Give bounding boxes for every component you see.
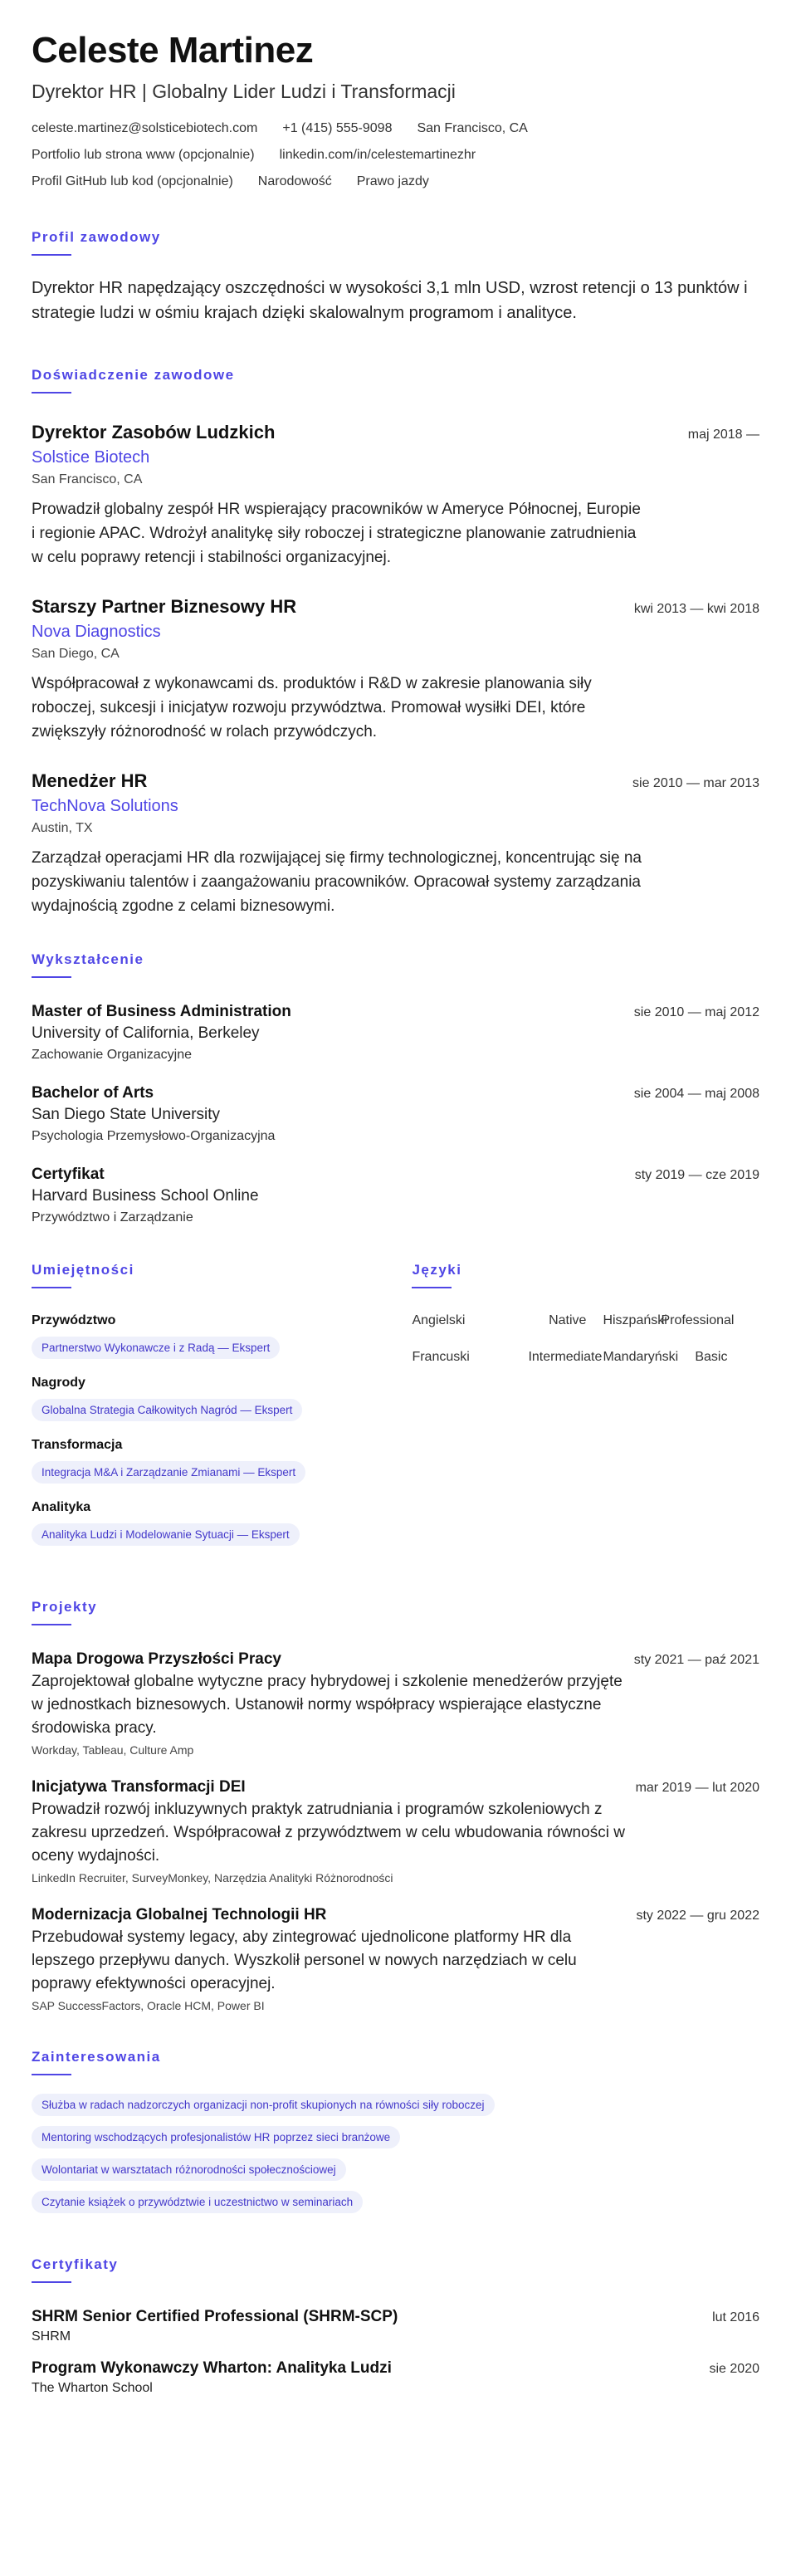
project-tech: LinkedIn Recruiter, SurveyMonkey, Narzędzia Analityki Różnorodności xyxy=(32,1870,393,1884)
project-tech: SAP SuccessFactors, Oracle HCM, Power BI xyxy=(32,1998,265,2012)
section-divider xyxy=(32,2074,71,2075)
interest-chip: Służba w radach nadzorczych organizacji non-profit skupionych na równości siły roboczej xyxy=(32,2094,495,2116)
contact-email[interactable]: celeste.martinez@solsticebiotech.com xyxy=(32,120,258,135)
experience-date: kwi 2013 — kwi 2018 xyxy=(633,601,759,616)
languages-section xyxy=(412,1262,759,1562)
section-divider xyxy=(32,254,71,256)
projects-section xyxy=(32,1599,759,2012)
skill-name: Transformacja xyxy=(32,1437,123,1452)
experience-date: maj 2018 — xyxy=(687,427,759,442)
education-item xyxy=(32,1003,759,1063)
certificate-date: lut 2016 xyxy=(712,2310,759,2324)
contact-github[interactable]: Profil GitHub lub kod (opcjonalnie) xyxy=(32,174,233,188)
language-name: Angielski xyxy=(412,1312,466,1327)
certificate-item xyxy=(32,2359,759,2396)
section-divider xyxy=(32,1287,71,1288)
interest-chip: Wolontariat w warsztatach różnorodności społecznościowej xyxy=(32,2158,346,2181)
experience-location: San Diego, CA xyxy=(32,646,120,661)
skill-chip: Partnerstwo Wykonawcze i z Radą — Ekspert xyxy=(32,1337,280,1359)
skill-name: Analityka xyxy=(32,1499,91,1514)
experience-company: Solstice Biotech xyxy=(32,447,150,467)
interest-chip: Czytanie książek o przywództwie i uczestnictwo w seminariach xyxy=(32,2191,363,2213)
experience-description: Zarządzał operacjami HR dla rozwijającej się firmy technologicznej, koncentrując się na pozyskiwaniu talentów i zaangażowaniu pracowników. Opracował systemy zarządzania wydajnością zgodne z celami biznesowymi. xyxy=(32,848,642,915)
education-date: sie 2010 — maj 2012 xyxy=(633,1004,759,1019)
skill-chip: Analityka Ludzi i Modelowanie Sytuacji — Ekspert xyxy=(32,1523,300,1546)
skill-group xyxy=(32,1376,412,1421)
experience-title: Starszy Partner Biznesowy HR xyxy=(32,595,297,617)
candidate-headline: Dyrektor HR | Globalny Lider Ludzi i Transformacji xyxy=(32,80,456,102)
section-title-skills: Umiejętności xyxy=(32,1261,134,1278)
experience-title: Menedżer HR xyxy=(32,770,148,791)
project-date: sty 2021 — paź 2021 xyxy=(633,1652,759,1667)
education-date: sie 2004 — maj 2008 xyxy=(633,1086,759,1101)
contact-phone[interactable]: +1 (415) 555-9098 xyxy=(282,120,393,135)
section-title-interests: Zainteresowania xyxy=(32,2048,161,2065)
contact-license: Prawo jazdy xyxy=(356,174,429,188)
interests-section xyxy=(32,2049,759,2213)
language-level: Native xyxy=(549,1312,587,1327)
education-school: San Diego State University xyxy=(32,1105,221,1123)
section-title-experience: Doświadczenie zawodowe xyxy=(32,366,235,383)
project-description: Zaprojektował globalne wytyczne pracy hybrydowej i szkolenie menedżerów przyjęte w jednostkach biznesowych. Ustanowił normy współpracy wspierające elastyczne środowiska pracy. xyxy=(32,1672,623,1737)
contact-location: San Francisco, CA xyxy=(417,120,528,135)
language-name: Hiszpański xyxy=(603,1312,667,1327)
section-divider xyxy=(32,976,71,978)
experience-date: sie 2010 — mar 2013 xyxy=(632,775,759,790)
project-item xyxy=(32,1650,759,1757)
skill-group xyxy=(32,1438,412,1484)
skills-section xyxy=(32,1262,412,1562)
section-divider xyxy=(412,1287,452,1288)
project-item xyxy=(32,1906,759,2012)
certificate-item xyxy=(32,2308,759,2344)
skill-name: Przywództwo xyxy=(32,1312,116,1327)
interest-chip: Mentoring wschodzących profesjonalistów HR poprzez sieci branżowe xyxy=(32,2126,400,2148)
education-field: Przywództwo i Zarządzanie xyxy=(32,1210,193,1224)
experience-section xyxy=(32,367,759,918)
contact-portfolio[interactable]: Portfolio lub strona www (opcjonalnie) xyxy=(32,147,255,162)
education-degree: Master of Business Administration xyxy=(32,1002,291,1020)
experience-location: Austin, TX xyxy=(32,820,93,835)
certificate-title: SHRM Senior Certified Professional (SHRM-SCP) xyxy=(32,2307,398,2325)
project-title: Inicjatywa Transformacji DEI xyxy=(32,1777,246,1796)
certificate-issuer: The Wharton School xyxy=(32,2380,153,2395)
experience-item xyxy=(32,422,759,569)
candidate-name: Celeste Martinez xyxy=(32,30,314,71)
skill-name: Nagrody xyxy=(32,1375,85,1390)
education-item xyxy=(32,1166,759,1225)
certificate-date: sie 2020 xyxy=(709,2361,759,2376)
section-title-languages: Języki xyxy=(412,1261,462,1278)
experience-item xyxy=(32,596,759,744)
language-name: Francuski xyxy=(412,1349,470,1364)
project-description: Prowadził rozwój inkluzywnych praktyk zatrudniania i programów szkoleniowych z zakresu uprzedzeń. Współpracował z przywództwem w celu wbudowania równości w oceny wydajności. xyxy=(32,1800,625,1865)
contact-block xyxy=(32,121,759,189)
education-item xyxy=(32,1084,759,1144)
certificate-issuer: SHRM xyxy=(32,2329,71,2344)
resume-header xyxy=(32,30,759,189)
experience-description: Współpracował z wykonawcami ds. produktów i R&D w zakresie planowania siły roboczej, sukcesji i inicjatyw rozwoju przywództwa. Promował wysiłki DEI, które zwiększyły różnorodność w rolach przywódczych. xyxy=(32,674,592,741)
profile-section xyxy=(32,229,759,325)
contact-linkedin[interactable]: linkedin.com/in/celestemartinezhr xyxy=(279,147,476,162)
section-divider xyxy=(32,2281,71,2283)
education-field: Psychologia Przemysłowo-Organizacyjna xyxy=(32,1128,276,1143)
section-title-profile: Profil zawodowy xyxy=(32,228,161,245)
project-title: Mapa Drogowa Przyszłości Pracy xyxy=(32,1650,281,1668)
project-item xyxy=(32,1778,759,1884)
project-tech: Workday, Tableau, Culture Amp xyxy=(32,1743,194,1757)
skill-group xyxy=(32,1313,412,1359)
language-level: Professional xyxy=(661,1312,735,1327)
experience-company: Nova Diagnostics xyxy=(32,622,161,641)
experience-item xyxy=(32,770,759,918)
experience-location: San Francisco, CA xyxy=(32,472,143,486)
languages-grid xyxy=(412,1313,759,1365)
language-level: Intermediate xyxy=(528,1349,603,1364)
project-description: Przebudował systemy legacy, aby zintegrować ujednolicone platformy HR dla lepszego przepływu danych. Wyszkolił personel w nowych narzędziach w celu poprawy efektywności operacyjnej. xyxy=(32,1928,577,1992)
project-date: mar 2019 — lut 2020 xyxy=(635,1780,759,1795)
section-title-projects: Projekty xyxy=(32,1598,98,1615)
project-date: sty 2022 — gru 2022 xyxy=(636,1908,759,1923)
skill-chip: Integracja M&A i Zarządzanie Zmianami — Ekspert xyxy=(32,1461,305,1484)
section-title-certificates: Certyfikaty xyxy=(32,2256,119,2272)
experience-company: TechNova Solutions xyxy=(32,796,178,815)
experience-title: Dyrektor Zasobów Ludzkich xyxy=(32,421,276,442)
certificates-section xyxy=(32,2256,759,2396)
profile-summary: Dyrektor HR napędzający oszczędności w wysokości 3,1 mln USD, wzrost retencji o 13 punktów i strategie ludzi w ośmiu krajach dzięki skalowalnym programom i analityce. xyxy=(32,278,748,322)
language-name: Mandaryński xyxy=(603,1349,679,1364)
section-title-education: Wykształcenie xyxy=(32,951,144,967)
education-field: Zachowanie Organizacyjne xyxy=(32,1047,192,1062)
section-divider xyxy=(32,1624,71,1625)
contact-nationality: Narodowość xyxy=(257,174,332,188)
education-school: University of California, Berkeley xyxy=(32,1024,260,1042)
language-level: Basic xyxy=(695,1349,728,1364)
skills-languages-row xyxy=(32,1262,759,1562)
skill-chip: Globalna Strategia Całkowitych Nagród — Ekspert xyxy=(32,1399,302,1421)
certificate-title: Program Wykonawczy Wharton: Analityka Ludzi xyxy=(32,2358,392,2377)
project-title: Modernizacja Globalnej Technologii HR xyxy=(32,1905,327,1923)
education-degree: Certyfikat xyxy=(32,1165,105,1183)
education-date: sty 2019 — cze 2019 xyxy=(634,1167,759,1182)
education-degree: Bachelor of Arts xyxy=(32,1083,154,1102)
education-school: Harvard Business School Online xyxy=(32,1186,259,1205)
education-section xyxy=(32,951,759,1225)
skill-group xyxy=(32,1500,412,1546)
section-divider xyxy=(32,392,71,393)
experience-description: Prowadził globalny zespół HR wspierający pracowników w Ameryce Północnej, Europie i regionie APAC. Wdrożył analitykę siły roboczej i strategiczne planowanie zatrudnienia w celu poprawy retencji i stabilności organizacyjnej. xyxy=(32,500,641,566)
